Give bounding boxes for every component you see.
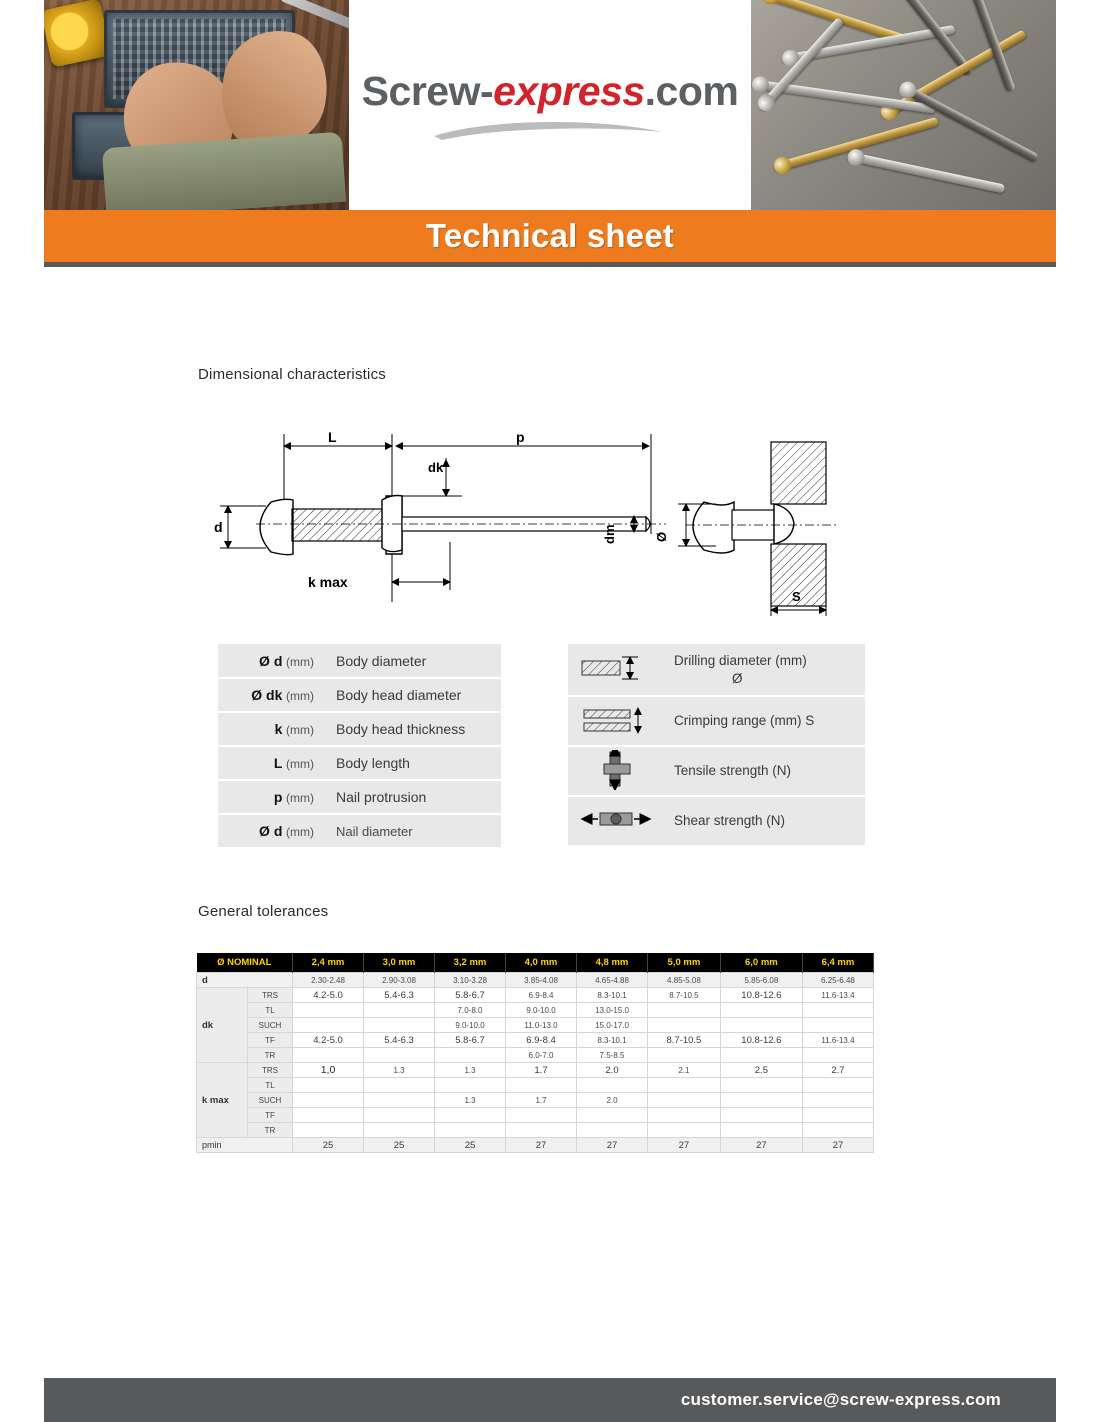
legend-description: Shear strength (N) xyxy=(664,796,865,846)
cell xyxy=(720,1078,802,1093)
cell: 9.0-10.0 xyxy=(506,1003,577,1018)
cell xyxy=(293,1018,364,1033)
cell xyxy=(648,1108,721,1123)
cell: 5.85-6.08 xyxy=(720,973,802,988)
cell xyxy=(577,1108,648,1123)
legend-subtext: Ø xyxy=(732,670,743,686)
cell: 1.3 xyxy=(435,1063,506,1078)
cell xyxy=(435,1108,506,1123)
dimension-legend-table xyxy=(218,644,501,849)
legend-symbol: p (mm) xyxy=(218,780,326,814)
cell xyxy=(435,1078,506,1093)
cell: 25 xyxy=(435,1138,506,1153)
column-header: 4,0 mm xyxy=(506,953,577,973)
cell: 9.0-10.0 xyxy=(435,1018,506,1033)
legend-symbol: L (mm) xyxy=(218,746,326,780)
table-row xyxy=(197,988,874,1003)
cell xyxy=(293,1093,364,1108)
row-sublabel: TF xyxy=(248,1033,293,1048)
legend-symbol: Ø d (mm) xyxy=(218,814,326,848)
cell xyxy=(435,1123,506,1138)
cell: 4.2-5.0 xyxy=(293,988,364,1003)
legend-description: Nail protrusion xyxy=(326,780,501,814)
drill-hole-icon xyxy=(568,644,664,696)
row-sublabel: TR xyxy=(248,1048,293,1063)
page-footer xyxy=(44,1378,1056,1422)
table-row xyxy=(197,1018,874,1033)
brand-logo xyxy=(362,68,739,115)
legend-description: Body length xyxy=(326,746,501,780)
cell: 1.3 xyxy=(435,1093,506,1108)
cell xyxy=(506,1108,577,1123)
dimensional-characteristics-heading: Dimensional characteristics xyxy=(198,366,386,383)
cell xyxy=(364,1078,435,1093)
general-tolerances-heading: General tolerances xyxy=(198,903,329,920)
cell: 4.85-5.08 xyxy=(648,973,721,988)
brand-text-express: express xyxy=(493,68,645,114)
column-header: 6,4 mm xyxy=(802,953,873,973)
row-sublabel: TF xyxy=(248,1108,293,1123)
cell: 2.5 xyxy=(720,1063,802,1078)
cell xyxy=(364,1048,435,1063)
cell xyxy=(506,1078,577,1093)
cell xyxy=(720,1123,802,1138)
column-header: 2,4 mm xyxy=(293,953,364,973)
cell: 5.8-6.7 xyxy=(435,1033,506,1048)
cell: 11.0-13.0 xyxy=(506,1018,577,1033)
cell: 27 xyxy=(802,1138,873,1153)
row-label: d xyxy=(197,973,293,988)
row-label: pmin xyxy=(197,1138,293,1153)
legend-row xyxy=(568,696,865,746)
legend-row xyxy=(218,712,501,746)
page-header xyxy=(44,0,1056,210)
contact-email[interactable]: customer.service@screw-express.com xyxy=(680,1390,1001,1409)
cell: 2.7 xyxy=(802,1063,873,1078)
cell xyxy=(435,1048,506,1063)
cell: 27 xyxy=(720,1138,802,1153)
legend-row xyxy=(218,746,501,780)
cell: 27 xyxy=(506,1138,577,1153)
table-row xyxy=(197,1003,874,1018)
shear-strength-icon xyxy=(568,796,664,846)
cell xyxy=(364,1018,435,1033)
cell xyxy=(720,1048,802,1063)
dim-label-p: p xyxy=(516,429,525,445)
column-header: Ø NOMINAL xyxy=(197,953,293,973)
cell: 1.3 xyxy=(364,1063,435,1078)
cell: 4.65-4.88 xyxy=(577,973,648,988)
cell: 10.8-12.6 xyxy=(720,988,802,1003)
row-sublabel: TRS xyxy=(248,1063,293,1078)
table-row xyxy=(197,1033,874,1048)
cell: 27 xyxy=(577,1138,648,1153)
cell xyxy=(648,1018,721,1033)
legend-description: Nail diameter xyxy=(326,814,501,848)
legend-symbol: Ø d (mm) xyxy=(218,644,326,678)
cell xyxy=(293,1003,364,1018)
rivet-technical-drawing xyxy=(196,424,896,624)
cell: 11.6-13.4 xyxy=(802,988,873,1003)
cell xyxy=(802,1048,873,1063)
legend-row xyxy=(218,780,501,814)
cell xyxy=(577,1078,648,1093)
cell: 11.6-13.4 xyxy=(802,1033,873,1048)
column-header: 3,0 mm xyxy=(364,953,435,973)
cell: 2.1 xyxy=(648,1063,721,1078)
table-row xyxy=(197,1093,874,1108)
legend-description xyxy=(664,644,865,696)
row-label: k max xyxy=(197,1063,248,1138)
cell xyxy=(364,1123,435,1138)
cell xyxy=(802,1018,873,1033)
cell: 7.5-8.5 xyxy=(577,1048,648,1063)
cell: 3.85-4.08 xyxy=(506,973,577,988)
column-header: 6,0 mm xyxy=(720,953,802,973)
cell xyxy=(720,1003,802,1018)
cell xyxy=(364,1093,435,1108)
table-row xyxy=(197,1108,874,1123)
cell xyxy=(506,1123,577,1138)
crimping-range-icon xyxy=(568,696,664,746)
cell: 6.25-6.48 xyxy=(802,973,873,988)
cell: 2.0 xyxy=(577,1093,648,1108)
cell xyxy=(802,1093,873,1108)
tensile-strength-icon xyxy=(568,746,664,796)
legend-row xyxy=(568,644,865,696)
table-row xyxy=(197,1138,874,1153)
cell xyxy=(648,1048,721,1063)
legend-text: Drilling diameter (mm) xyxy=(674,652,807,668)
cell xyxy=(802,1078,873,1093)
cell xyxy=(293,1108,364,1123)
cell: 6.9-8.4 xyxy=(506,988,577,1003)
cell xyxy=(648,1078,721,1093)
table-row xyxy=(197,1063,874,1078)
cell: 27 xyxy=(648,1138,721,1153)
cell: 13.0-15.0 xyxy=(577,1003,648,1018)
row-sublabel: TL xyxy=(248,1003,293,1018)
dim-label-dm: dm xyxy=(602,524,617,544)
legend-row xyxy=(568,796,865,846)
legend-symbol: Ø dk (mm) xyxy=(218,678,326,712)
cell xyxy=(648,1093,721,1108)
cell xyxy=(648,1003,721,1018)
legend-description: Body head diameter xyxy=(326,678,501,712)
row-sublabel: SUCH xyxy=(248,1093,293,1108)
brand-text-domain: .com xyxy=(644,68,739,114)
general-tolerances-table xyxy=(196,953,874,1153)
cell: 10.8-12.6 xyxy=(720,1033,802,1048)
cell: 5.4-6.3 xyxy=(364,988,435,1003)
measurement-legend-table xyxy=(568,644,865,847)
cell: 3.10-3.28 xyxy=(435,973,506,988)
cell xyxy=(802,1123,873,1138)
legend-row xyxy=(218,678,501,712)
cell: 6.0-7.0 xyxy=(506,1048,577,1063)
cell: 25 xyxy=(293,1138,364,1153)
table-row xyxy=(197,1048,874,1063)
cell: 15.0-17.0 xyxy=(577,1018,648,1033)
cell: 2.0 xyxy=(577,1063,648,1078)
dim-label-S: S xyxy=(792,589,801,604)
table-row xyxy=(197,1078,874,1093)
legend-description: Body head thickness xyxy=(326,712,501,746)
cell: 1.7 xyxy=(506,1093,577,1108)
row-sublabel: TL xyxy=(248,1078,293,1093)
legend-row xyxy=(568,746,865,796)
cell: 5.4-6.3 xyxy=(364,1033,435,1048)
cell xyxy=(720,1093,802,1108)
technical-sheet-title-bar xyxy=(44,210,1056,262)
legend-description: Body diameter xyxy=(326,644,501,678)
dim-label-diameter: Ø xyxy=(654,531,669,542)
column-header: 3,2 mm xyxy=(435,953,506,973)
cell xyxy=(293,1123,364,1138)
row-sublabel: TR xyxy=(248,1123,293,1138)
column-header: 5,0 mm xyxy=(648,953,721,973)
legend-description: Tensile strength (N) xyxy=(664,746,865,796)
row-label: dk xyxy=(197,988,248,1063)
cell xyxy=(648,1123,721,1138)
brand-swoosh-icon xyxy=(430,116,670,142)
column-header: 4,8 mm xyxy=(577,953,648,973)
cell xyxy=(364,1003,435,1018)
cell: 4.2-5.0 xyxy=(293,1033,364,1048)
cell: 8.3-10.1 xyxy=(577,1033,648,1048)
cell: 8.3-10.1 xyxy=(577,988,648,1003)
legend-row xyxy=(218,814,501,848)
cell: 8.7-10.5 xyxy=(648,1033,721,1048)
cell: 2.90-3.08 xyxy=(364,973,435,988)
cell: 6.9-8.4 xyxy=(506,1033,577,1048)
cell: 1.7 xyxy=(506,1063,577,1078)
screws-photo xyxy=(751,0,1056,210)
row-sublabel: SUCH xyxy=(248,1018,293,1033)
legend-row xyxy=(218,644,501,678)
dim-label-dk: dk xyxy=(428,460,444,475)
cell: 1,0 xyxy=(293,1063,364,1078)
legend-symbol: k (mm) xyxy=(218,712,326,746)
cell xyxy=(364,1108,435,1123)
brand-text-screw: Screw- xyxy=(361,68,494,114)
cell xyxy=(577,1123,648,1138)
cell xyxy=(802,1108,873,1123)
dim-label-d: d xyxy=(214,519,223,535)
table-row xyxy=(197,1123,874,1138)
brand-area xyxy=(349,0,751,210)
row-sublabel: TRS xyxy=(248,988,293,1003)
cell xyxy=(720,1018,802,1033)
cell xyxy=(720,1108,802,1123)
cell xyxy=(293,1048,364,1063)
table-header-row xyxy=(197,953,874,973)
cell: 25 xyxy=(364,1138,435,1153)
cell: 8.7-10.5 xyxy=(648,988,721,1003)
general-tolerances-table-wrap xyxy=(196,953,874,1153)
dim-label-kmax: k max xyxy=(308,574,348,590)
cell: 2.30-2.48 xyxy=(293,973,364,988)
workbench-photo xyxy=(44,0,349,210)
cell: 5.8-6.7 xyxy=(435,988,506,1003)
table-row xyxy=(197,973,874,988)
cell: 7.0-8.0 xyxy=(435,1003,506,1018)
cell xyxy=(293,1078,364,1093)
legend-description: Crimping range (mm) S xyxy=(664,696,865,746)
cell xyxy=(802,1003,873,1018)
title-underline xyxy=(44,262,1056,267)
page-title: Technical sheet xyxy=(425,217,675,254)
dim-label-L: L xyxy=(328,429,337,445)
